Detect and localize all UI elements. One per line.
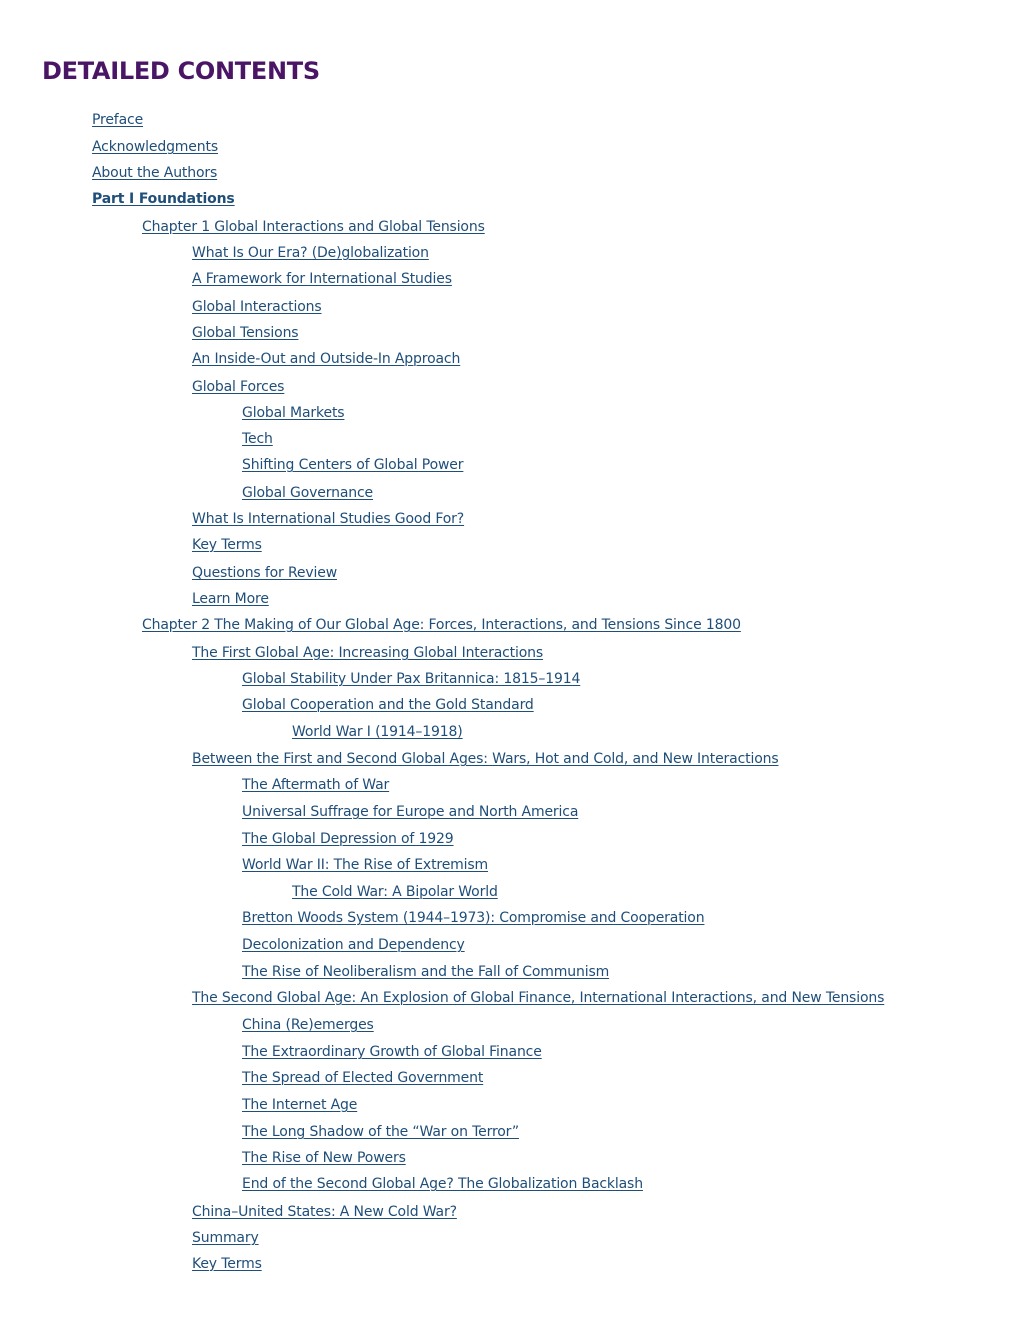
toc-section-link[interactable]: Tech <box>242 431 273 447</box>
toc-section-link[interactable]: The Rise of Neoliberalism and the Fall of Communism <box>242 964 610 980</box>
toc-section-link[interactable]: An Inside-Out and Outside-In Approach <box>192 351 461 367</box>
toc-section-link[interactable]: Global Governance <box>242 485 374 501</box>
toc-section-link[interactable]: The Internet Age <box>242 1097 358 1113</box>
toc-section-link[interactable]: What Is International Studies Good For? <box>192 511 465 527</box>
toc-section-link[interactable]: Key Terms <box>192 1256 262 1272</box>
toc-chapter-link[interactable]: Chapter 2 The Making of Our Global Age: Forces, Interactions, and Tensions Since 1800 <box>142 617 741 633</box>
toc-section-link[interactable]: Preface <box>92 112 144 128</box>
toc-section-link[interactable]: Learn More <box>192 591 269 607</box>
toc-section-link[interactable]: The Second Global Age: An Explosion of Global Finance, International Interactions, and New Tensions <box>192 990 885 1006</box>
toc-section-link[interactable]: Global Cooperation and the Gold Standard <box>242 697 534 713</box>
toc-section-link[interactable]: Acknowledgments <box>92 139 218 155</box>
page-title: DETAILED CONTENTS <box>42 57 320 85</box>
toc-section-link[interactable]: Global Tensions <box>192 325 299 341</box>
toc-section-link[interactable]: The Rise of New Powers <box>242 1150 406 1166</box>
toc-section-link[interactable]: End of the Second Global Age? The Globalization Backlash <box>242 1176 643 1192</box>
toc-section-link[interactable]: The Spread of Elected Government <box>242 1070 484 1086</box>
toc-chapter-link[interactable]: Chapter 1 Global Interactions and Global Tensions <box>142 219 485 235</box>
toc-section-link[interactable]: World War II: The Rise of Extremism <box>242 857 489 873</box>
toc-section-link[interactable]: Global Stability Under Pax Britannica: 1815–1914 <box>242 671 581 687</box>
toc-section-link[interactable]: A Framework for International Studies <box>192 271 452 287</box>
toc-section-link[interactable]: Key Terms <box>192 537 262 553</box>
toc-part-link[interactable]: Part I Foundations <box>92 191 235 207</box>
toc-section-link[interactable]: The Aftermath of War <box>242 777 390 793</box>
toc-section-link[interactable]: Questions for Review <box>192 565 338 581</box>
toc-section-link[interactable]: The Long Shadow of the “War on Terror” <box>242 1124 519 1140</box>
toc-section-link[interactable]: Global Forces <box>192 379 285 395</box>
toc-section-link[interactable]: The First Global Age: Increasing Global Interactions <box>192 645 544 661</box>
toc-section-link[interactable]: China–United States: A New Cold War? <box>192 1204 457 1220</box>
toc-section-link[interactable]: China (Re)emerges <box>242 1017 374 1033</box>
toc-section-link[interactable]: Global Markets <box>242 405 345 421</box>
toc-section-link[interactable]: What Is Our Era? (De)globalization <box>192 245 429 261</box>
toc-section-link[interactable]: Universal Suffrage for Europe and North America <box>242 804 579 820</box>
toc-section-link[interactable]: The Global Depression of 1929 <box>242 831 454 847</box>
toc-section-link[interactable]: Summary <box>192 1230 259 1246</box>
toc-section-link[interactable]: Global Interactions <box>192 299 322 315</box>
toc-section-link[interactable]: Shifting Centers of Global Power <box>242 457 464 473</box>
toc-section-link[interactable]: The Cold War: A Bipolar World <box>292 884 498 900</box>
toc-section-link[interactable]: Between the First and Second Global Ages: Wars, Hot and Cold, and New Interactions <box>192 751 779 767</box>
toc-section-link[interactable]: Decolonization and Dependency <box>242 937 465 953</box>
toc-section-link[interactable]: The Extraordinary Growth of Global Finance <box>242 1044 542 1060</box>
toc-section-link[interactable]: Bretton Woods System (1944–1973): Compromise and Cooperation <box>242 910 705 926</box>
toc-section-link[interactable]: About the Authors <box>92 165 218 181</box>
toc-section-link[interactable]: World War I (1914–1918) <box>292 724 463 740</box>
